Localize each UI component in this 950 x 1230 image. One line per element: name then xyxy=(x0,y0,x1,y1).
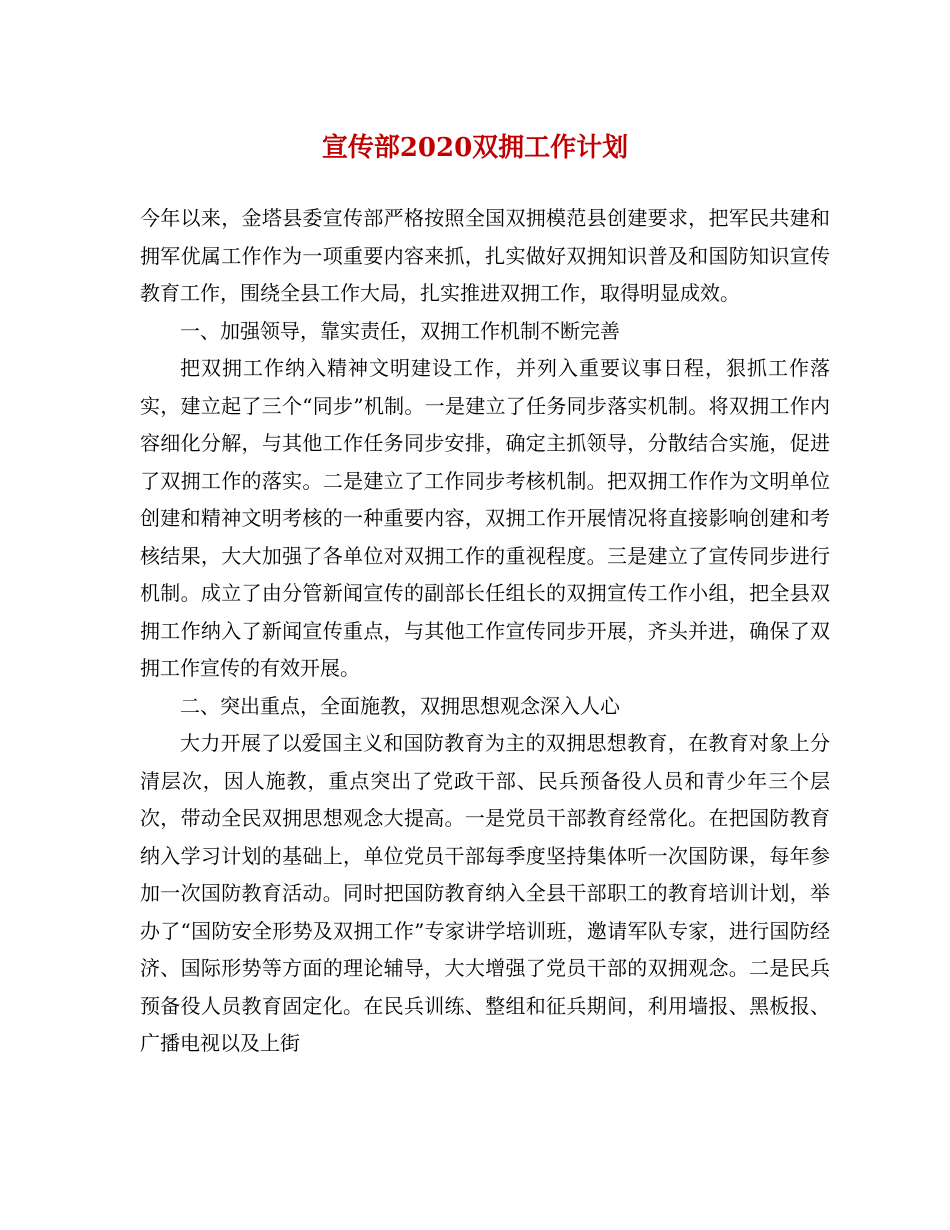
section-1-paragraph: 把双拥工作纳入精神文明建设工作，并列入重要议事日程，狠抓工作落实，建立起了三个“同步”机制。一是建立了任务同步落实机制。将双拥工作内容细化分解，与其他工作任务同步安排，确定主抓领导，分散结合实施，促进了双拥工作的落实。二是建立了工作同步考核机制。把双拥工作作为文明单位创建和精神文明考核的一种重要内容，双拥工作开展情况将直接影响创建和考核结果，大大加强了各单位对双拥工作的重视程度。三是建立了宣传同步进行机制。成立了由分管新闻宣传的副部长任组长的双拥宣传工作小组，把全县双拥工作纳入了新闻宣传重点，与其他工作宣传同步开展，齐头并进，确保了双拥工作宣传的有效开展。 xyxy=(140,356,830,680)
section-heading-1: 一、加强领导，靠实责任，双拥工作机制不断完善 xyxy=(180,318,620,343)
document-title: 宣传部2020双拥工作计划 xyxy=(321,133,629,163)
section-2-paragraph: 大力开展了以爱国主义和国防教育为主的双拥思想教育，在教育对象上分清层次，因人施教，重点突出了党政干部、民兵预备役人员和青少年三个层次，带动全民双拥思想观念大提高。一是党员干部教育经常化。在把国防教育纳入学习计划的基础上，单位党员干部每季度坚持集体听一次国防课，每年参加一次国防教育活动。同时把国防教育纳入全县干部职工的教育培训计划，举办了“国防安全形势及双拥工作”专家讲学培训班，邀请军队专家，进行国防经济、国际形势等方面的理论辅导，大大增强了党员干部的双拥观念。二是民兵预备役人员教育固定化。在民兵训练、整组和征兵期间，利用墙报、黑板报、广播电视以及上街 xyxy=(140,731,830,1055)
intro-paragraph: 今年以来，金塔县委宣传部严格按照全国双拥模范县创建要求，把军民共建和拥军优属工作作为一项重要内容来抓，扎实做好双拥知识普及和国防知识宣传教育工作，围绕全县工作大局，扎实推进双拥工作，取得明显成效。 xyxy=(140,206,830,305)
document-body xyxy=(140,200,830,1063)
section-heading-2: 二、突出重点，全面施教，双拥思想观念深入人心 xyxy=(180,693,620,718)
